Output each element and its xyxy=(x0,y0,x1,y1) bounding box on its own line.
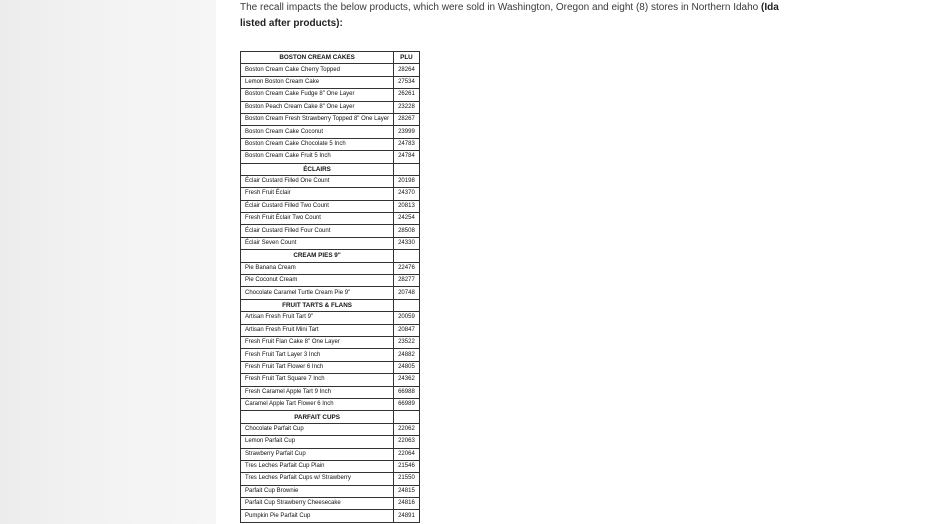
plu-cell: 28264 xyxy=(394,64,420,76)
product-name-cell: Fresh Fruit Tart Flower 6 Inch xyxy=(241,361,394,373)
section-header-row xyxy=(241,411,420,423)
plu-cell: 24330 xyxy=(394,237,420,249)
table-row xyxy=(241,436,420,448)
table-row xyxy=(241,448,420,460)
table-row xyxy=(241,64,420,76)
section-plu-cell xyxy=(394,299,420,311)
section-title: PARFAIT CUPS xyxy=(241,411,394,423)
table-row xyxy=(241,213,420,225)
plu-cell: 24362 xyxy=(394,374,420,386)
plu-cell: 22476 xyxy=(394,262,420,274)
table-row xyxy=(241,262,420,274)
table-row xyxy=(241,510,420,522)
table-row xyxy=(241,275,420,287)
section-header-row xyxy=(241,250,420,262)
table-row xyxy=(241,126,420,138)
plu-cell: 24815 xyxy=(394,485,420,497)
product-name-cell: Artisan Fresh Fruit Tart 9" xyxy=(241,312,394,324)
intro-text: The recall impacts the below products, which were sold in Washington, Oregon and eight (8) stores in Northern Idaho xyxy=(240,2,759,13)
table-row xyxy=(241,138,420,150)
product-name-cell: Boston Peach Cream Cake 8" One Layer xyxy=(241,101,394,113)
plu-cell: 24783 xyxy=(394,138,420,150)
table-row xyxy=(241,398,420,410)
plu-cell: 21550 xyxy=(394,473,420,485)
table-row xyxy=(241,460,420,472)
section-title: FRUIT TARTS & FLANS xyxy=(241,299,394,311)
plu-cell: 27534 xyxy=(394,76,420,88)
table-row xyxy=(241,287,420,299)
table-row xyxy=(241,336,420,348)
plu-cell: 66989 xyxy=(394,398,420,410)
product-name-cell: Boston Cream Cake Chocolate 5 Inch xyxy=(241,138,394,150)
table-row xyxy=(241,151,420,163)
section-header-row xyxy=(241,299,420,311)
table-row xyxy=(241,101,420,113)
column-header-product: BOSTON CREAM CAKES xyxy=(241,52,394,64)
plu-cell: 26261 xyxy=(394,89,420,101)
section-title: ÉCLAIRS xyxy=(241,163,394,175)
product-name-cell: Fresh Fruit Tart Layer 3 Inch xyxy=(241,349,394,361)
section-header-row xyxy=(241,163,420,175)
product-name-cell: Fresh Fruit Flan Cake 8" One Layer xyxy=(241,336,394,348)
table-row xyxy=(241,498,420,510)
intro-line-two: listed after products): xyxy=(240,18,343,29)
table-row xyxy=(241,237,420,249)
plu-cell: 22063 xyxy=(394,436,420,448)
plu-cell: 23522 xyxy=(394,336,420,348)
plu-cell: 24891 xyxy=(394,510,420,522)
product-name-cell: Pie Coconut Cream xyxy=(241,275,394,287)
left-gutter xyxy=(0,0,216,524)
product-name-cell: Strawberry Parfait Cup xyxy=(241,448,394,460)
plu-cell: 22062 xyxy=(394,423,420,435)
product-name-cell: Éclair Custard Filled Two Count xyxy=(241,200,394,212)
plu-cell: 20748 xyxy=(394,287,420,299)
plu-cell: 24370 xyxy=(394,188,420,200)
product-name-cell: Éclair Seven Count xyxy=(241,237,394,249)
table-row xyxy=(241,473,420,485)
plu-cell: 20847 xyxy=(394,324,420,336)
table-row xyxy=(241,113,420,125)
article-content xyxy=(216,0,932,524)
product-name-cell: Parfait Cup Strawberry Cheesecake xyxy=(241,498,394,510)
section-plu-cell xyxy=(394,411,420,423)
product-name-cell: Pumpkin Pie Parfait Cup xyxy=(241,510,394,522)
table-row xyxy=(241,200,420,212)
table-row xyxy=(241,312,420,324)
plu-cell: 24784 xyxy=(394,151,420,163)
table-row xyxy=(241,386,420,398)
table-row xyxy=(241,485,420,497)
plu-cell: 22064 xyxy=(394,448,420,460)
plu-cell: 28508 xyxy=(394,225,420,237)
plu-cell: 21546 xyxy=(394,460,420,472)
table-row xyxy=(241,175,420,187)
table-row xyxy=(241,188,420,200)
product-name-cell: Fresh Fruit Éclair xyxy=(241,188,394,200)
product-name-cell: Pie Banana Cream xyxy=(241,262,394,274)
product-name-cell: Fresh Fruit Éclair Two Count xyxy=(241,213,394,225)
product-name-cell: Caramel Apple Tart Flower 6 Inch xyxy=(241,398,394,410)
table-row xyxy=(241,225,420,237)
product-name-cell: Chocolate Caramel Turtle Cream Pie 9" xyxy=(241,287,394,299)
product-name-cell: Boston Cream Cake Fudge 8" One Layer xyxy=(241,89,394,101)
product-name-cell: Tres Leches Parfait Cups w/ Strawberry xyxy=(241,473,394,485)
product-name-cell: Tres Leches Parfait Cup Plain xyxy=(241,460,394,472)
table-header-row xyxy=(241,52,420,64)
product-name-cell: Éclair Custard Filled Four Count xyxy=(241,225,394,237)
table-row xyxy=(241,324,420,336)
plu-cell: 23228 xyxy=(394,101,420,113)
product-name-cell: Lemon Boston Cream Cake xyxy=(241,76,394,88)
table-row xyxy=(241,374,420,386)
product-name-cell: Boston Cream Cake Coconut xyxy=(241,126,394,138)
section-plu-cell xyxy=(394,250,420,262)
product-name-cell: Fresh Caramel Apple Tart 9 Inch xyxy=(241,386,394,398)
product-name-cell: Éclair Custard Filled One Count xyxy=(241,175,394,187)
section-title: CREAM PIES 9" xyxy=(241,250,394,262)
table-row xyxy=(241,361,420,373)
plu-cell: 20813 xyxy=(394,200,420,212)
plu-cell: 24882 xyxy=(394,349,420,361)
table-row xyxy=(241,423,420,435)
product-name-cell: Chocolate Parfait Cup xyxy=(241,423,394,435)
column-header-plu: PLU xyxy=(394,52,420,64)
product-name-cell: Boston Cream Cake Cherry Topped xyxy=(241,64,394,76)
product-name-cell: Lemon Parfait Cup xyxy=(241,436,394,448)
product-name-cell: Parfait Cup Brownie xyxy=(241,485,394,497)
table-row xyxy=(241,89,420,101)
plu-cell: 20198 xyxy=(394,175,420,187)
plu-cell: 28267 xyxy=(394,113,420,125)
plu-cell: 28277 xyxy=(394,275,420,287)
product-name-cell: Boston Cream Cake Fruit 5 Inch xyxy=(241,151,394,163)
plu-cell: 20059 xyxy=(394,312,420,324)
table-row xyxy=(241,76,420,88)
intro-bold-tail: (Ida xyxy=(761,2,779,13)
recall-products-table xyxy=(240,51,420,523)
plu-cell: 66988 xyxy=(394,386,420,398)
plu-cell: 23999 xyxy=(394,126,420,138)
product-name-cell: Artisan Fresh Fruit Mini Tart xyxy=(241,324,394,336)
product-name-cell: Fresh Fruit Tart Square 7 Inch xyxy=(241,374,394,386)
table-row xyxy=(241,349,420,361)
plu-cell: 24805 xyxy=(394,361,420,373)
recall-intro-paragraph xyxy=(240,0,779,32)
product-name-cell: Boston Cream Fresh Strawberry Topped 8" One Layer xyxy=(241,113,394,125)
plu-cell: 24816 xyxy=(394,498,420,510)
section-plu-cell xyxy=(394,163,420,175)
plu-cell: 24254 xyxy=(394,213,420,225)
